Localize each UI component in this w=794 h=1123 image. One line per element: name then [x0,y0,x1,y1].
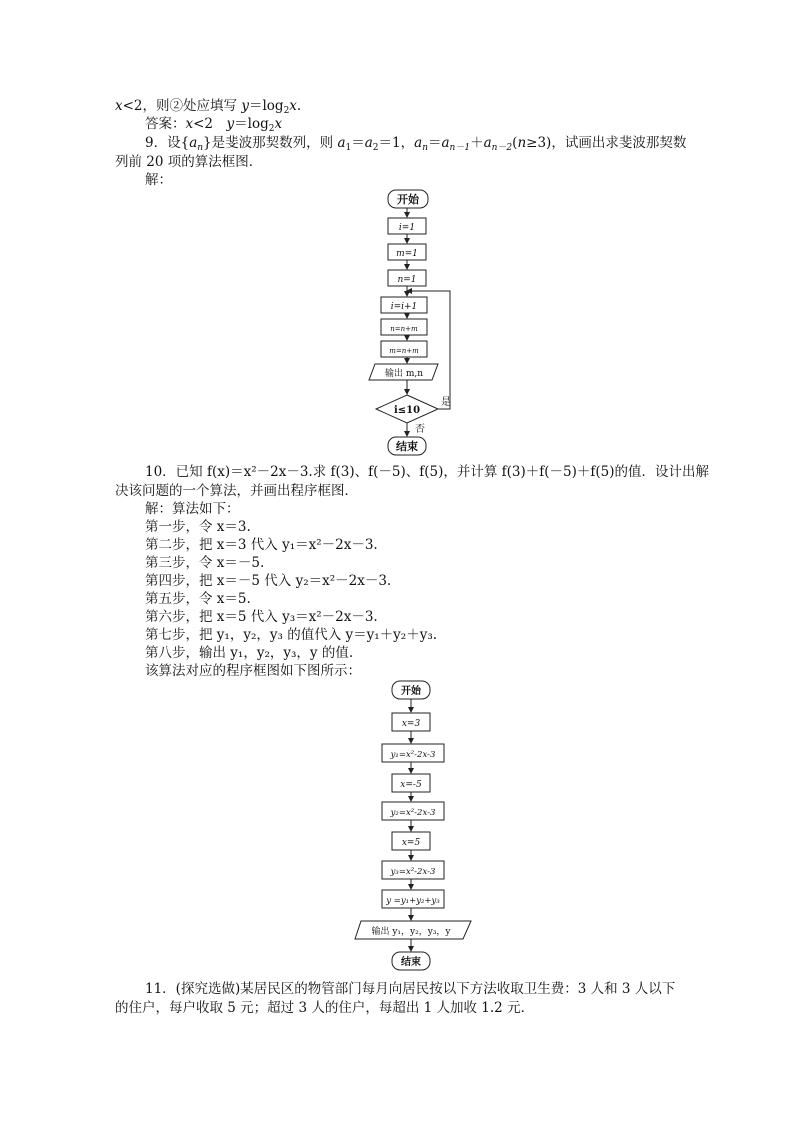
flow9-yes-label: 是 [441,397,451,408]
flow9-no-label: 否 [415,424,425,435]
q10-step-1: 第一步，令 x＝3. [145,519,251,535]
q10-solution-label: 解：算法如下： [145,501,240,517]
flow10-s6-label: y₃=x²-2x-3 [390,867,436,877]
flow10-s4-label: y₂=x²-2x-3 [390,808,436,818]
flow9-s1-label: i=1 [398,223,416,233]
flow9-s5-label: n=n+m [390,325,418,333]
flow10-end-label: 结束 [401,957,421,968]
q10-step-2: 第二步，把 x＝3 代入 y₁＝x²－2x－3. [145,537,378,553]
flow10-output-label: 输出 y₁，y₂，y₃，y [371,927,451,937]
q11-text-line2: 的住户，每户收取 5 元；超过 3 人的住户，每超出 1 人加收 1.2 元． [115,1000,535,1016]
q10-text-line2: 决该问题的一个算法，并画出程序框图． [115,483,358,499]
flow9-s3-label: n=1 [397,275,417,285]
flow10-s5-label: x=5 [401,838,421,848]
flow9-s4-label: i=i+1 [390,302,418,312]
q10-step-4: 第四步，把 x＝－5 代入 y₂＝x²－2x－3. [145,573,392,589]
q10-step-6: 第六步，把 x＝5 代入 y₃＝x²－2x－3. [145,609,378,625]
q9-text-line2: 列前 20 项的算法框图． [115,154,263,170]
flow10-s1-label: x=3 [401,719,421,729]
flow10-s3-label: x=-5 [400,780,422,790]
flow10-s7-label: y =y₁+y₂+y₃ [386,896,440,906]
flow9-s2-label: m=1 [396,249,418,259]
q10-step-5: 第五步，令 x＝5. [145,591,251,607]
q9-solution-label: 解： [145,172,172,188]
q10-closing: 该算法对应的程序框图如下图所示： [145,663,361,679]
flow9-end-label: 结束 [396,440,418,453]
q10-text-line1: 10．已知 f(x)＝x²－2x－3.求 f(3)、f(－5)、f(5)，并计算 f(3)＋f(－5)＋f(5)的值．设计出解 [145,464,710,480]
q10-step-7: 第七步，把 y₁，y₂，y₃ 的值代入 y＝y₁＋y₂＋y₃. [145,627,438,643]
flow9-s6-label: m=n+m [389,347,419,355]
q10-step-3: 第三步，令 x＝－5. [145,555,265,571]
q11-text-line1: 11．(探究选做)某居民区的物管部门每月向居民按以下方法收取卫生费：3 人和 3 人以下 [145,981,676,997]
flow9-output-label: 输出 m,n [384,369,424,379]
q9-text-line1: 9．设$\{a_n\}$是斐波那契数列，则 $a_1=a_2=1$，$a_n=a_{n-1}+a_{n-2}(n\ge 3)$，试画出求斐波那契数 [145,135,687,153]
q10-step-8: 第八步，输出 y₁，y₂，y₃，y 的值. [145,645,354,661]
flow10-s2-label: y₁=x²-2x-3 [390,750,436,760]
q8-answer-line: 答案：x<2 $y=\log_2x$ [145,116,283,134]
q8-conclusion-line: x<2，则②处应填写 $y=\log_2x$. [115,98,302,116]
flow9-start-label: 开始 [397,193,419,206]
flow10-start-label: 开始 [401,686,421,697]
flow9-cond-label: i≤10 [393,405,421,416]
